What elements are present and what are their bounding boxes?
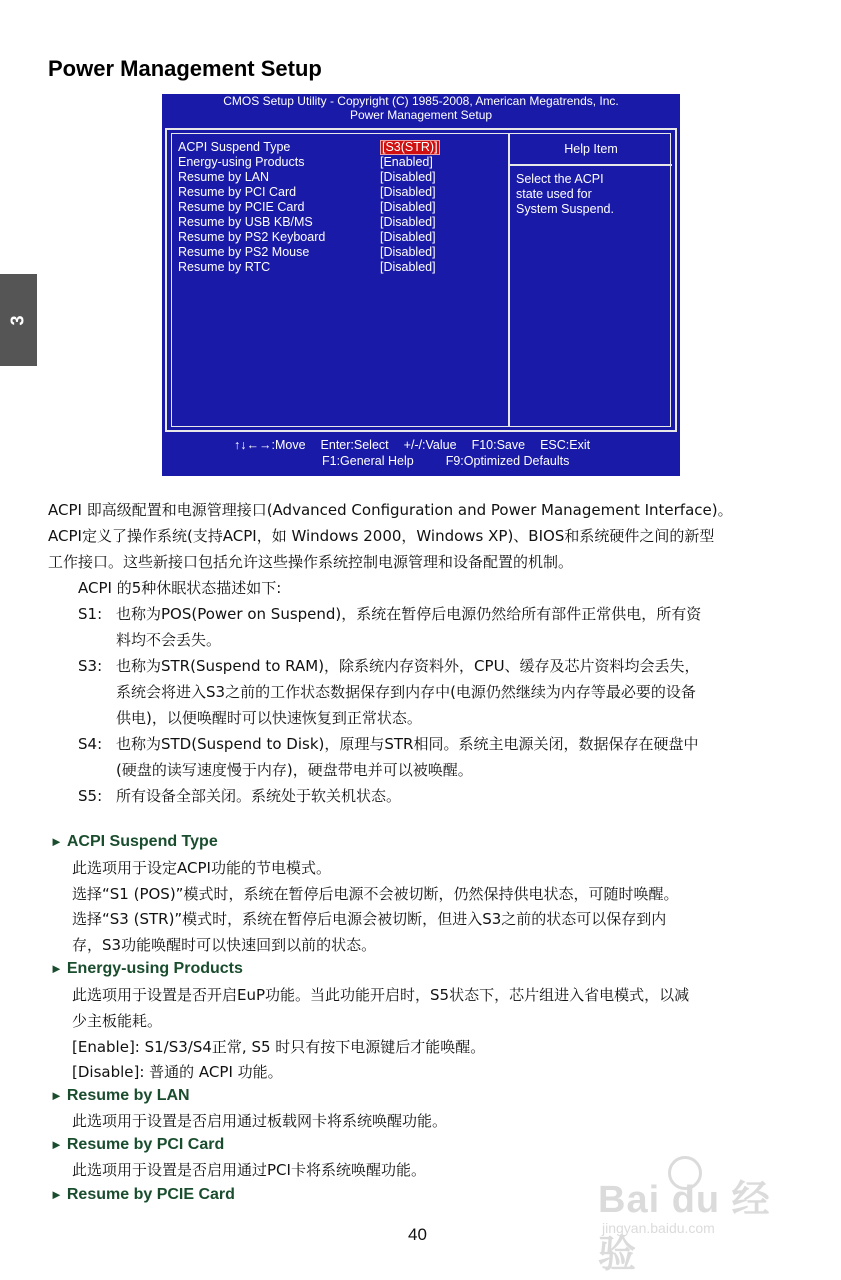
key-legend-row-2: [322, 454, 584, 469]
option-label: Resume by PS2 Keyboard: [178, 230, 326, 244]
option-value[interactable]: [Disabled]: [380, 170, 436, 184]
bios-inner-frame: [171, 133, 671, 427]
option-value[interactable]: [Disabled]: [380, 245, 436, 259]
help-line: state used for: [516, 187, 592, 201]
page-number: 40: [408, 1225, 427, 1244]
bios-option-resume-by-pci-card[interactable]: [178, 185, 508, 200]
bios-option-energy-using-products[interactable]: [178, 155, 508, 170]
bios-option-resume-by-pcie-card[interactable]: [178, 200, 508, 215]
option-label: Resume by PS2 Mouse: [178, 245, 310, 259]
bios-frame: [165, 128, 677, 432]
section-title: Resume by PCIE Card: [66, 1186, 235, 1203]
state-text: 也称为STR(Suspend to RAM)，除系统内存资料外，CPU、缓存及芯片资料均会丢失，: [116, 657, 700, 675]
option-value[interactable]: [Enabled]: [380, 155, 433, 169]
section-text: 存，S3功能唤醒时可以快速回到以前的状态。: [72, 936, 377, 954]
page-title: Power Management Setup: [48, 56, 322, 81]
section-title: Resume by LAN: [66, 1087, 190, 1104]
option-label: Resume by PCI Card: [178, 185, 297, 199]
section-text: 选择“S1 (POS)”模式时，系统在暂停后电源不会被切断，仍然保持供电状态，可随时唤醒。: [72, 885, 679, 903]
section-heading: [50, 960, 243, 978]
key-save: F10:Save: [471, 438, 526, 452]
key-exit: ESC:Exit: [540, 438, 591, 452]
state-key: S4:: [78, 735, 103, 753]
option-label: Resume by USB KB/MS: [178, 215, 313, 229]
section-heading: [50, 833, 218, 851]
help-text: [516, 172, 666, 217]
bullet-triangle-icon: ►: [50, 1088, 63, 1103]
watermark-url: jingyan.baidu.com: [602, 1220, 715, 1236]
key-legend-row-1: [234, 438, 605, 453]
baidu-watermark: [598, 1156, 798, 1276]
section-text: 此选项用于设置是否开启EuP功能。当此功能开启时，S5状态下，芯片组进入省电模式，以减: [72, 986, 690, 1004]
key-help: F1:General Help: [322, 454, 414, 468]
option-label: Resume by LAN: [178, 170, 270, 184]
chapter-tab: [0, 274, 37, 366]
state-text: (硬盘的读写速度慢于内存)，硬盘带电并可以被唤醒。: [116, 761, 473, 779]
key-defaults: F9:Optimized Defaults: [445, 454, 570, 468]
option-label: Energy-using Products: [178, 155, 305, 169]
bullet-triangle-icon: ►: [50, 961, 63, 976]
option-value[interactable]: [Disabled]: [380, 215, 436, 229]
help-line: Select the ACPI: [516, 172, 604, 186]
help-divider: [510, 164, 672, 166]
bios-option-acpi-suspend-type[interactable]: [178, 140, 508, 155]
state-key: S3:: [78, 657, 103, 675]
watermark-main: Bai du 经验: [598, 1179, 771, 1276]
section-text: 少主板能耗。: [72, 1012, 163, 1030]
state-key: S5:: [78, 787, 103, 805]
option-label: Resume by PCIE Card: [178, 200, 305, 214]
states-intro: ACPI 的5种休眠状态描述如下:: [78, 579, 282, 597]
bios-option-resume-by-lan[interactable]: [178, 170, 508, 185]
key-move: ↑↓←→:Move: [234, 438, 306, 452]
bios-option-resume-by-rtc[interactable]: [178, 260, 508, 275]
option-label: ACPI Suspend Type: [178, 140, 291, 154]
section-heading: [50, 1136, 224, 1154]
section-title: Energy-using Products: [66, 960, 243, 977]
section-title: Resume by PCI Card: [66, 1136, 225, 1153]
intro-line: 工作接口。这些新接口包括允许这些操作系统控制电源管理和设备配置的机制。: [48, 553, 574, 571]
option-value-selected[interactable]: [S3(STR)]: [382, 140, 438, 154]
section-text: 此选项用于设置是否启用通过板载网卡将系统唤醒功能。: [72, 1112, 448, 1130]
section-text: 此选项用于设定ACPI功能的节电模式。: [72, 859, 331, 877]
section-text: 此选项用于设置是否启用通过PCI卡将系统唤醒功能。: [72, 1161, 426, 1179]
bios-divider: [508, 134, 510, 426]
bios-option-resume-by-ps2-keyboard[interactable]: [178, 230, 508, 245]
key-value: +/-/:Value: [403, 438, 457, 452]
state-text: 也称为STD(Suspend to Disk)，原理与STR相同。系统主电源关闭，数据保存在硬盘中: [116, 735, 699, 753]
option-value[interactable]: [Disabled]: [380, 230, 436, 244]
option-value[interactable]: [Disabled]: [380, 260, 436, 274]
section-text: [Enable]: S1/S3/S4正常, S5 时只有按下电源键后才能唤醒。: [72, 1038, 486, 1056]
option-label: Resume by RTC: [178, 260, 271, 274]
section-heading: [50, 1087, 190, 1105]
chapter-number: 3: [7, 314, 28, 326]
bullet-triangle-icon: ►: [50, 1187, 63, 1202]
bios-copyright: CMOS Setup Utility - Copyright (C) 1985-2008, American Megatrends, Inc.: [223, 94, 619, 108]
bios-option-resume-by-ps2-mouse[interactable]: [178, 245, 508, 260]
bios-page-title: Power Management Setup: [349, 108, 493, 122]
state-text: 料均不会丢失。: [116, 631, 222, 649]
section-title: ACPI Suspend Type: [66, 833, 218, 850]
section-text: 选择“S3 (STR)”模式时，系统在暂停后电源会被切断，但进入S3之前的状态可以保存到内: [72, 910, 667, 928]
section-heading: [50, 1186, 235, 1204]
bios-screenshot: [162, 94, 680, 476]
state-text: 也称为POS(Power on Suspend)，系统在暂停后电源仍然给所有部件正常供电，所有资: [116, 605, 702, 623]
state-text: 所有设备全部关闭。系统处于软关机状态。: [116, 787, 402, 805]
key-enter: Enter:Select: [320, 438, 389, 452]
option-value[interactable]: [Disabled]: [380, 200, 436, 214]
bullet-triangle-icon: ►: [50, 1137, 63, 1152]
bios-option-resume-by-usb[interactable]: [178, 215, 508, 230]
section-text: [Disable]: 普通的 ACPI 功能。: [72, 1063, 283, 1081]
option-value[interactable]: [Disabled]: [380, 185, 436, 199]
intro-line: ACPI定义了操作系统(支持ACPI，如 Windows 2000，Windows XP)、BIOS和系统硬件之间的新型: [48, 527, 715, 545]
state-text: 系统会将进入S3之前的工作状态数据保存到内存中(电源仍然继续为内存等最必要的设备: [116, 683, 696, 701]
help-line: System Suspend.: [516, 202, 614, 216]
state-text: 供电)，以便唤醒时可以快速恢复到正常状态。: [116, 709, 422, 727]
bullet-triangle-icon: ►: [50, 834, 63, 849]
help-title: Help Item: [564, 142, 618, 156]
state-key: S1:: [78, 605, 103, 623]
intro-line: ACPI 即高级配置和电源管理接口(Advanced Configuration and Power Management Interface)。: [48, 501, 733, 519]
